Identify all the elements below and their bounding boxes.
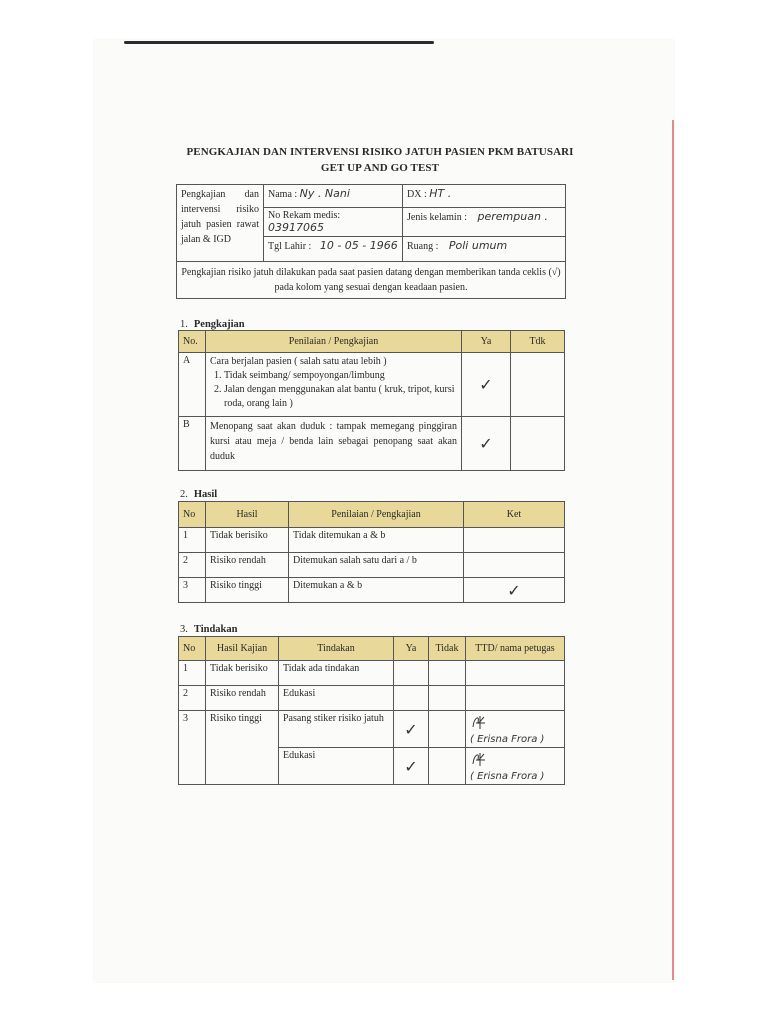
row-a-item-2: 2. Jalan dengan menggunakan alat bantu ( kruk, tripot, kursi roda, orang lain )	[224, 383, 457, 411]
t-row-1-hasil: Tidak berisiko	[206, 661, 279, 686]
t-row-2-tindakan: Edukasi	[279, 686, 394, 711]
form-label: Pengkajian dan intervensi risiko jatuh pasien rawat jalan & IGD	[177, 185, 264, 262]
jk-label: Jenis kelamin :	[407, 212, 467, 223]
row-a-tdk	[511, 353, 565, 417]
t-row-1-ttd	[466, 661, 565, 686]
section-3-number: 3.	[180, 624, 188, 635]
ruang-cell	[403, 237, 566, 262]
row-a-ya-check: ✓	[462, 353, 511, 417]
section-1-heading	[180, 319, 245, 330]
document-title: PENGKAJIAN DAN INTERVENSI RISIKO JATUH PASIEN PKM BATUSARI	[186, 146, 574, 158]
table-row	[179, 711, 565, 748]
patient-info-table	[176, 184, 566, 299]
row-1-no: 1	[179, 528, 206, 553]
table-row	[179, 686, 565, 711]
row-b-tdk	[511, 417, 565, 471]
row-a-no: A	[179, 353, 206, 417]
row-3-no: 3	[179, 578, 206, 603]
col-ttd: TTD/ nama petugas	[466, 637, 565, 661]
col-ya: Ya	[462, 331, 511, 353]
table-row	[179, 578, 565, 603]
pengkajian-table	[178, 330, 565, 471]
row-1-hasil: Tidak berisiko	[206, 528, 289, 553]
rekam-label: No Rekam medis:	[268, 210, 341, 221]
t-row-3-hasil: Risiko tinggi	[206, 711, 279, 785]
t-row-4-ya-check: ✓	[394, 748, 429, 785]
rekam-cell	[264, 208, 403, 237]
section-2-heading	[180, 489, 217, 500]
signature-mark	[470, 750, 488, 771]
jk-cell	[403, 208, 566, 237]
t-row-1-no: 1	[179, 661, 206, 686]
nama-cell	[264, 185, 403, 208]
ruang-value: Poli umum	[448, 239, 508, 252]
tindakan-table	[178, 636, 565, 785]
nama-label: Nama :	[268, 189, 298, 200]
lahir-label: Tgl Lahir :	[268, 241, 312, 252]
row-a-text	[206, 353, 462, 417]
col-ket: Ket	[464, 502, 565, 528]
row-b-ya-check: ✓	[462, 417, 511, 471]
t-row-4-tindakan: Edukasi	[279, 748, 394, 785]
nama-value: Ny . Nani	[299, 187, 350, 200]
t-row-3-tidak	[429, 711, 466, 748]
row-2-penilaian: Ditemukan salah satu dari a / b	[289, 553, 464, 578]
t-row-1-tindakan: Tidak ada tindakan	[279, 661, 394, 686]
t-row-3-tindakan: Pasang stiker risiko jatuh	[279, 711, 394, 748]
jk-value: perempuan .	[477, 210, 548, 223]
section-3-heading	[180, 624, 237, 635]
col-penilaian: Penilaian / Pengkajian	[206, 331, 462, 353]
col-tdk: Tdk	[511, 331, 565, 353]
col-no: No.	[179, 331, 206, 353]
paper-edge	[672, 120, 674, 980]
col-no: No	[179, 637, 206, 661]
dx-cell	[403, 185, 566, 208]
table-row	[179, 553, 565, 578]
dx-label: DX :	[407, 189, 427, 200]
section-3-title: Tindakan	[193, 624, 238, 635]
hasil-table	[178, 501, 565, 603]
t-row-2-hasil: Risiko rendah	[206, 686, 279, 711]
section-1-title: Pengkajian	[193, 319, 245, 330]
row-3-penilaian: Ditemukan a & b	[289, 578, 464, 603]
section-1-number: 1.	[180, 319, 188, 330]
row-2-hasil: Risiko rendah	[206, 553, 289, 578]
ruang-label: Ruang :	[407, 241, 439, 252]
t-row-3-ya-check: ✓	[394, 711, 429, 748]
t-row-2-ttd	[466, 686, 565, 711]
row-3-ket-check: ✓	[464, 578, 565, 603]
lahir-cell	[264, 237, 403, 262]
table-row	[179, 528, 565, 553]
row-2-ket	[464, 553, 565, 578]
col-hasil-kajian: Hasil Kajian	[206, 637, 279, 661]
document-subtitle: GET UP AND GO TEST	[320, 162, 440, 174]
row-1-ket	[464, 528, 565, 553]
petugas-name: ( Erisna Frora )	[470, 734, 545, 745]
col-tindakan: Tindakan	[279, 637, 394, 661]
t-row-2-ya	[394, 686, 429, 711]
t-row-1-ya	[394, 661, 429, 686]
col-no: No	[179, 502, 206, 528]
t-row-3-no: 3	[179, 711, 206, 785]
t-row-3-ttd	[466, 711, 565, 748]
top-edge-line	[124, 41, 434, 44]
row-1-penilaian: Tidak ditemukan a & b	[289, 528, 464, 553]
t-row-4-ttd	[466, 748, 565, 785]
col-hasil: Hasil	[206, 502, 289, 528]
signature-mark	[470, 713, 488, 734]
section-2-number: 2.	[180, 489, 188, 500]
row-b-no: B	[179, 417, 206, 471]
section-2-title: Hasil	[193, 489, 218, 500]
row-a-item-1: 1. Tidak seimbang/ sempoyongan/limbung	[224, 369, 457, 383]
col-ya: Ya	[394, 637, 429, 661]
row-b-text: Menopang saat akan duduk : tampak memegang pinggiran kursi atau meja / benda lain sebagai penopang saat akan duduk	[206, 417, 462, 471]
petugas-name: ( Erisna Frora )	[470, 771, 545, 782]
t-row-4-tidak	[429, 748, 466, 785]
t-row-2-tidak	[429, 686, 466, 711]
row-3-hasil: Risiko tinggi	[206, 578, 289, 603]
rekam-value: 03917065	[268, 221, 324, 234]
row-2-no: 2	[179, 553, 206, 578]
col-penilaian: Penilaian / Pengkajian	[289, 502, 464, 528]
t-row-1-tidak	[429, 661, 466, 686]
dx-value: HT .	[429, 187, 452, 200]
lahir-value: 10 - 05 - 1966	[319, 239, 398, 252]
row-a-title: Cara berjalan pasien ( salah satu atau lebih )	[210, 356, 387, 367]
t-row-2-no: 2	[179, 686, 206, 711]
table-row	[179, 661, 565, 686]
instruction-text: Pengkajian risiko jatuh dilakukan pada saat pasien datang dengan memberikan tanda ceklis (√) pada kolom yang sesuai dengan keadaan pasien.	[177, 262, 566, 299]
col-tidak: Tidak	[429, 637, 466, 661]
